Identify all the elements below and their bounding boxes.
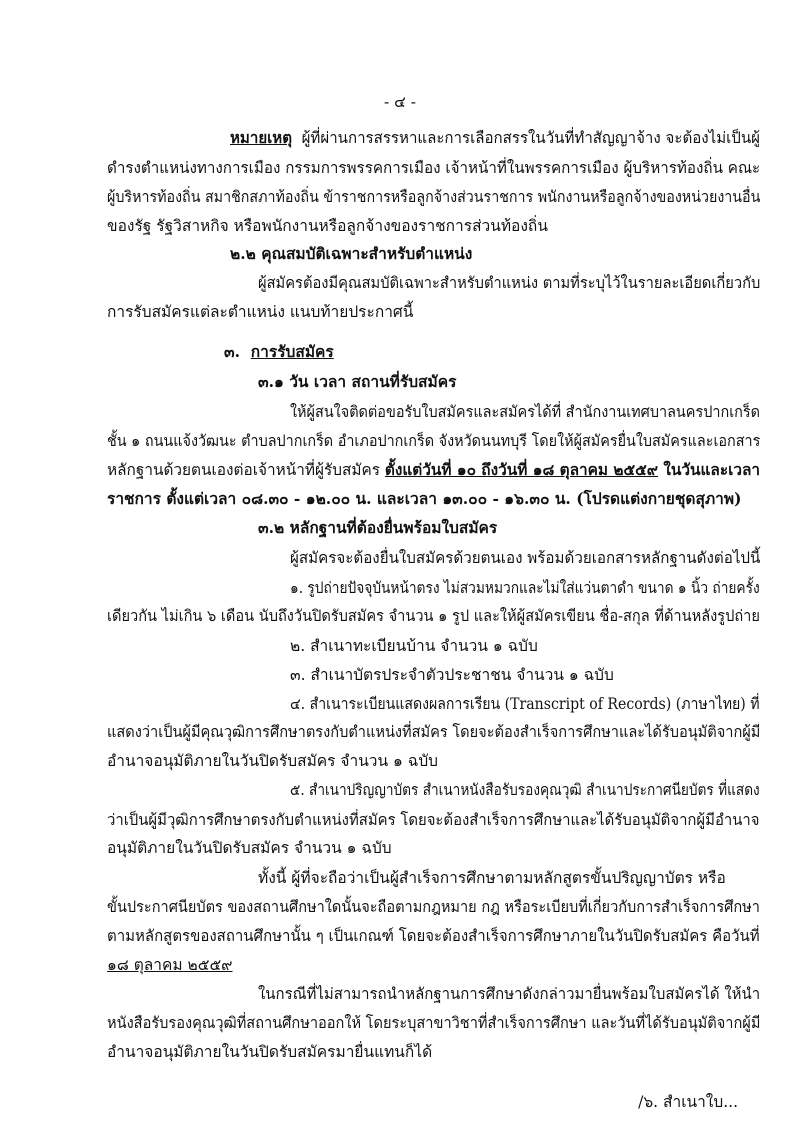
- section-heading-2-2: ๒.๒ คุณสมบัติเฉพาะสำหรับตำแหน่ง: [230, 244, 473, 263]
- paragraph-line: ขั้นประกาศนียบัตร ของสถานศึกษาใดนั้นจะถือตามกฎหมาย กฎ หรือระเบียบที่เกี่ยวกับการสำเร็จการศึกษา: [107, 898, 760, 916]
- page-number: - ๔ -: [383, 93, 417, 111]
- paragraph-line: [107, 460, 760, 480]
- continuation-marker: /๖. สำเนาใบ...: [638, 1093, 738, 1111]
- list-item: แสดงว่าเป็นผู้มีคุณวุฒิการศึกษาตรงกับตำแหน่งที่สมัคร โดยจะต้องสำเร็จการศึกษาและได้รับอนุมัติจากผู้มี: [107, 723, 761, 741]
- note-line: ของรัฐ รัฐวิสาหกิจ หรือพนักงานหรือลูกจ้างของราชการส่วนท้องถิ่น: [107, 217, 548, 235]
- list-item: อำนาจอนุมัติภายในวันปิดรับสมัคร จำนวน ๑ ฉบับ: [107, 752, 439, 770]
- text-run: หลักฐานด้วยตนเองต่อเจ้าหน้าที่ผู้รับสมัคร: [107, 461, 385, 479]
- text-run: ในวันและเวลา: [658, 460, 760, 479]
- list-item: ๓. สำเนาบัตรประจำตัวประชาชน จำนวน ๑ ฉบับ: [290, 666, 614, 684]
- paragraph-line: ผู้สมัครต้องมีคุณสมบัติเฉพาะสำหรับตำแหน่ง ตามที่ระบุไว้ในรายละเอียดเกี่ยวกับ: [258, 274, 761, 292]
- paragraph-line: ผู้สมัครจะต้องยื่นใบสมัครด้วยตนเอง พร้อมด้วยเอกสารหลักฐานดังต่อไปนี้: [290, 549, 761, 567]
- paragraph-line: ราชการ ตั้งแต่เวลา ๐๘.๓๐ - ๑๒.๐๐ น. และเวลา ๑๓.๐๐ - ๑๖.๓๐ น. (โปรดแต่งกายชุดสุภาพ): [107, 489, 742, 508]
- list-item: ว่าเป็นผู้มีวุฒิการศึกษาตรงกับตำแหน่งที่สมัคร โดยจะต้องสำเร็จการศึกษาและได้รับอนุมัติจากผู้มีอำนาจ: [107, 811, 760, 829]
- section-heading-3-1: ๓.๑ วัน เวลา สถานที่รับสมัคร: [258, 372, 457, 391]
- paragraph-line: หนังสือรับรองคุณวุฒิที่สถานศึกษาออกให้ โดยระบุสาขาวิชาที่สำเร็จการศึกษา และวันที่ได้รับอนุมัติจากผู้มี: [107, 1014, 761, 1032]
- paragraph-line: อำนาจอนุมัติภายในวันปิดรับสมัครมายื่นแทนก็ได้: [107, 1043, 433, 1061]
- paragraph-line: ชั้น ๑ ถนนแจ้งวัฒนะ ตำบลปากเกร็ด อำเภอปากเกร็ด จังหวัดนนทบุรี โดยให้ผู้สมัครยื่นใบสมัครและเอกสาร: [107, 432, 761, 450]
- list-item: เดียวกัน ไม่เกิน ๖ เดือน นับถึงวันปิดรับสมัคร จำนวน ๑ รูป และให้ผู้สมัครเขียน ชื่อ-สกุล ที่ด้านหลังรูปถ่าย: [107, 607, 760, 625]
- note-label: หมายเหตุ: [230, 128, 293, 147]
- list-item: ๔. สำเนาระเบียนแสดงผลการเรียน (Transcript of Records) (ภาษาไทย) ที่: [290, 695, 760, 713]
- list-item: อนุมัติภายในวันปิดรับสมัคร จำนวน ๑ ฉบับ: [107, 839, 392, 857]
- section-number: ๓.: [224, 342, 240, 361]
- list-item: ๒. สำเนาทะเบียนบ้าน จำนวน ๑ ฉบับ: [290, 637, 538, 655]
- list-item: ๑. รูปถ่ายปัจจุบันหน้าตรง ไม่สวมหมวกและไม่ใส่แว่นตาดำ ขนาด ๑ นิ้ว ถ่ายครั้ง: [290, 579, 760, 597]
- paragraph-line: ในกรณีที่ไม่สามารถนำหลักฐานการศึกษาดังกล่าวมายื่นพร้อมใบสมัครได้ ให้นำ: [258, 985, 761, 1003]
- paragraph-line: ทั้งนี้ ผู้ที่จะถือว่าเป็นผู้สำเร็จการศึกษาตามหลักสูตรขั้นปริญญาบัตร หรือ: [258, 869, 726, 887]
- application-period: ตั้งแต่วันที่ ๑๐ ถึงวันที่ ๑๘ ตุลาคม ๒๕๕๙: [384, 460, 659, 479]
- section-title: การรับสมัคร: [250, 342, 334, 361]
- note-first-line: [230, 128, 760, 148]
- note-line: ดำรงตำแหน่งทางการเมือง กรรมการพรรคการเมือง เจ้าหน้าที่ในพรรคการเมือง ผู้บริหารท้องถิ่น คณะ: [107, 159, 761, 177]
- paragraph-line: ให้ผู้สนใจติดต่อขอรับใบสมัครและสมัครได้ที่ สำนักงานเทศบาลนครปากเกร็ด: [290, 403, 760, 421]
- paragraph-line: ตามหลักสูตรของสถานศึกษานั้น ๆ เป็นเกณฑ์ โดยจะต้องสำเร็จการศึกษาภายในวันปิดรับสมัคร คือวันที่: [107, 927, 760, 945]
- note-line: ผู้บริหารท้องถิ่น สมาชิกสภาท้องถิ่น ข้าราชการหรือลูกจ้างส่วนราชการ พนักงานหรือลูกจ้างของหน่วยงานอื่น: [107, 188, 761, 206]
- list-item: ๕. สำเนาปริญญาบัตร สำเนาหนังสือรับรองคุณวุฒิ สำเนาประกาศนียบัตร ที่แสดง: [290, 781, 760, 799]
- paragraph-line: การรับสมัครแต่ละตำแหน่ง แนบท้ายประกาศนี้: [107, 303, 414, 321]
- note-line: ผู้ที่ผ่านการสรรหาและการเลือกสรรในวันที่ทำสัญญาจ้าง จะต้องไม่เป็นผู้: [301, 129, 760, 147]
- section-heading-3-2: ๓.๒ หลักฐานที่ต้องยื่นพร้อมใบสมัคร: [258, 518, 498, 537]
- closing-date: ๑๘ ตุลาคม ๒๕๕๙: [107, 956, 233, 974]
- section-heading-3: [224, 342, 334, 362]
